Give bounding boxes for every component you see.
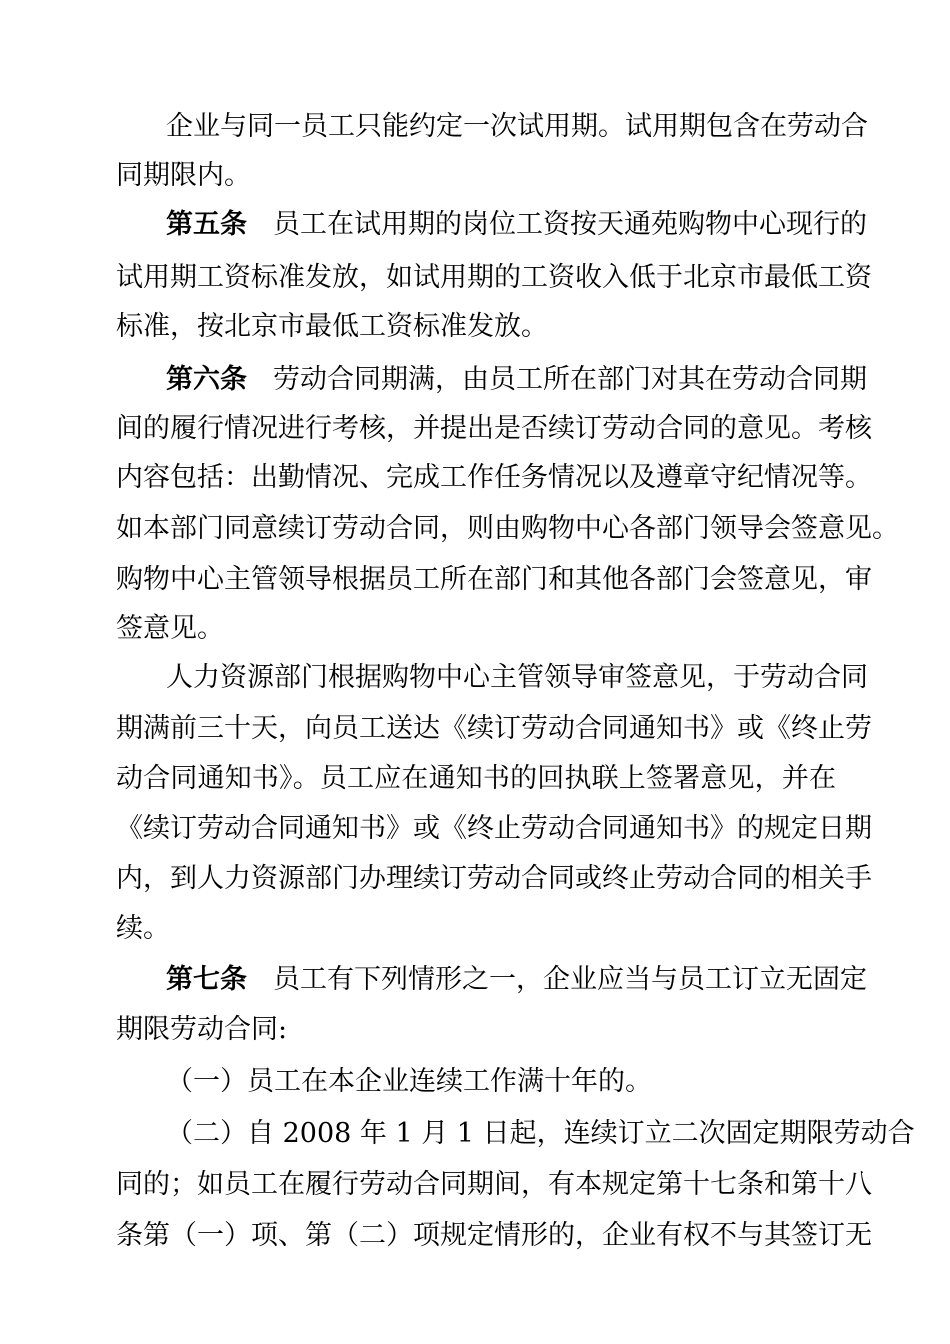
- paragraph-line: 条第（一）项、第（二）项规定情形的，企业有权不与其签订无: [116, 1220, 872, 1251]
- paragraph-line: 内，到人力资源部门办理续订劳动合同或终止劳动合同的相关手: [116, 863, 872, 894]
- list-item: （一）员工在本企业连续工作满十年的。: [166, 1066, 652, 1097]
- article-heading: 第七条: [166, 964, 247, 995]
- paragraph-line: 试用期工资标准发放，如试用期的工资收入低于北京市最低工资: [116, 262, 872, 293]
- paragraph-line: 动合同通知书》。员工应在通知书的回执联上签署意见，并在: [116, 763, 836, 794]
- paragraph-line: 间的履行情况进行考核，并提出是否续订劳动合同的意见。考核: [116, 413, 872, 444]
- paragraph-line: 续。: [116, 913, 170, 944]
- paragraph-line: 人力资源部门根据购物中心主管领导审签意见，于劳动合同: [166, 662, 868, 693]
- paragraph-line: 如本部门同意续订劳动合同，则由购物中心各部门领导会签意见。: [116, 513, 899, 544]
- article-heading: 第六条: [166, 364, 247, 395]
- paragraph-line: 员工有下列情形之一，企业应当与员工订立无固定: [273, 964, 867, 995]
- paragraph-line: 期限劳动合同:: [116, 1014, 288, 1045]
- paragraph-line: 购物中心主管领导根据员工所在部门和其他各部门会签意见，审: [116, 564, 872, 595]
- paragraph-line: 同的；如员工在履行劳动合同期间，有本规定第十七条和第十八: [116, 1169, 872, 1200]
- paragraph-line: 同期限内。: [116, 160, 251, 191]
- article-7: [166, 964, 867, 995]
- article-6: [166, 364, 867, 395]
- paragraph-line: 《续订劳动合同通知书》或《终止劳动合同通知书》的规定日期: [116, 813, 872, 844]
- paragraph-line: 签意见。: [116, 613, 224, 644]
- article-heading: 第五条: [166, 209, 247, 240]
- paragraph-line: 标准，按北京市最低工资标准发放。: [116, 311, 548, 342]
- paragraph-line: 员工在试用期的岗位工资按天通苑购物中心现行的: [273, 209, 867, 240]
- paragraph-line: 劳动合同期满，由员工所在部门对其在劳动合同期: [273, 364, 867, 395]
- article-5: [166, 209, 867, 240]
- paragraph-line: 企业与同一员工只能约定一次试用期。试用期包含在劳动合: [166, 111, 868, 142]
- paragraph-line: 内容包括：出勤情况、完成工作任务情况以及遵章守纪情况等。: [116, 462, 872, 493]
- paragraph-line: 期满前三十天，向员工送达《续订劳动合同通知书》或《终止劳: [116, 713, 872, 744]
- list-item: （二）自 2008 年 1 月 1 日起，连续订立二次固定期限劳动合: [166, 1118, 915, 1149]
